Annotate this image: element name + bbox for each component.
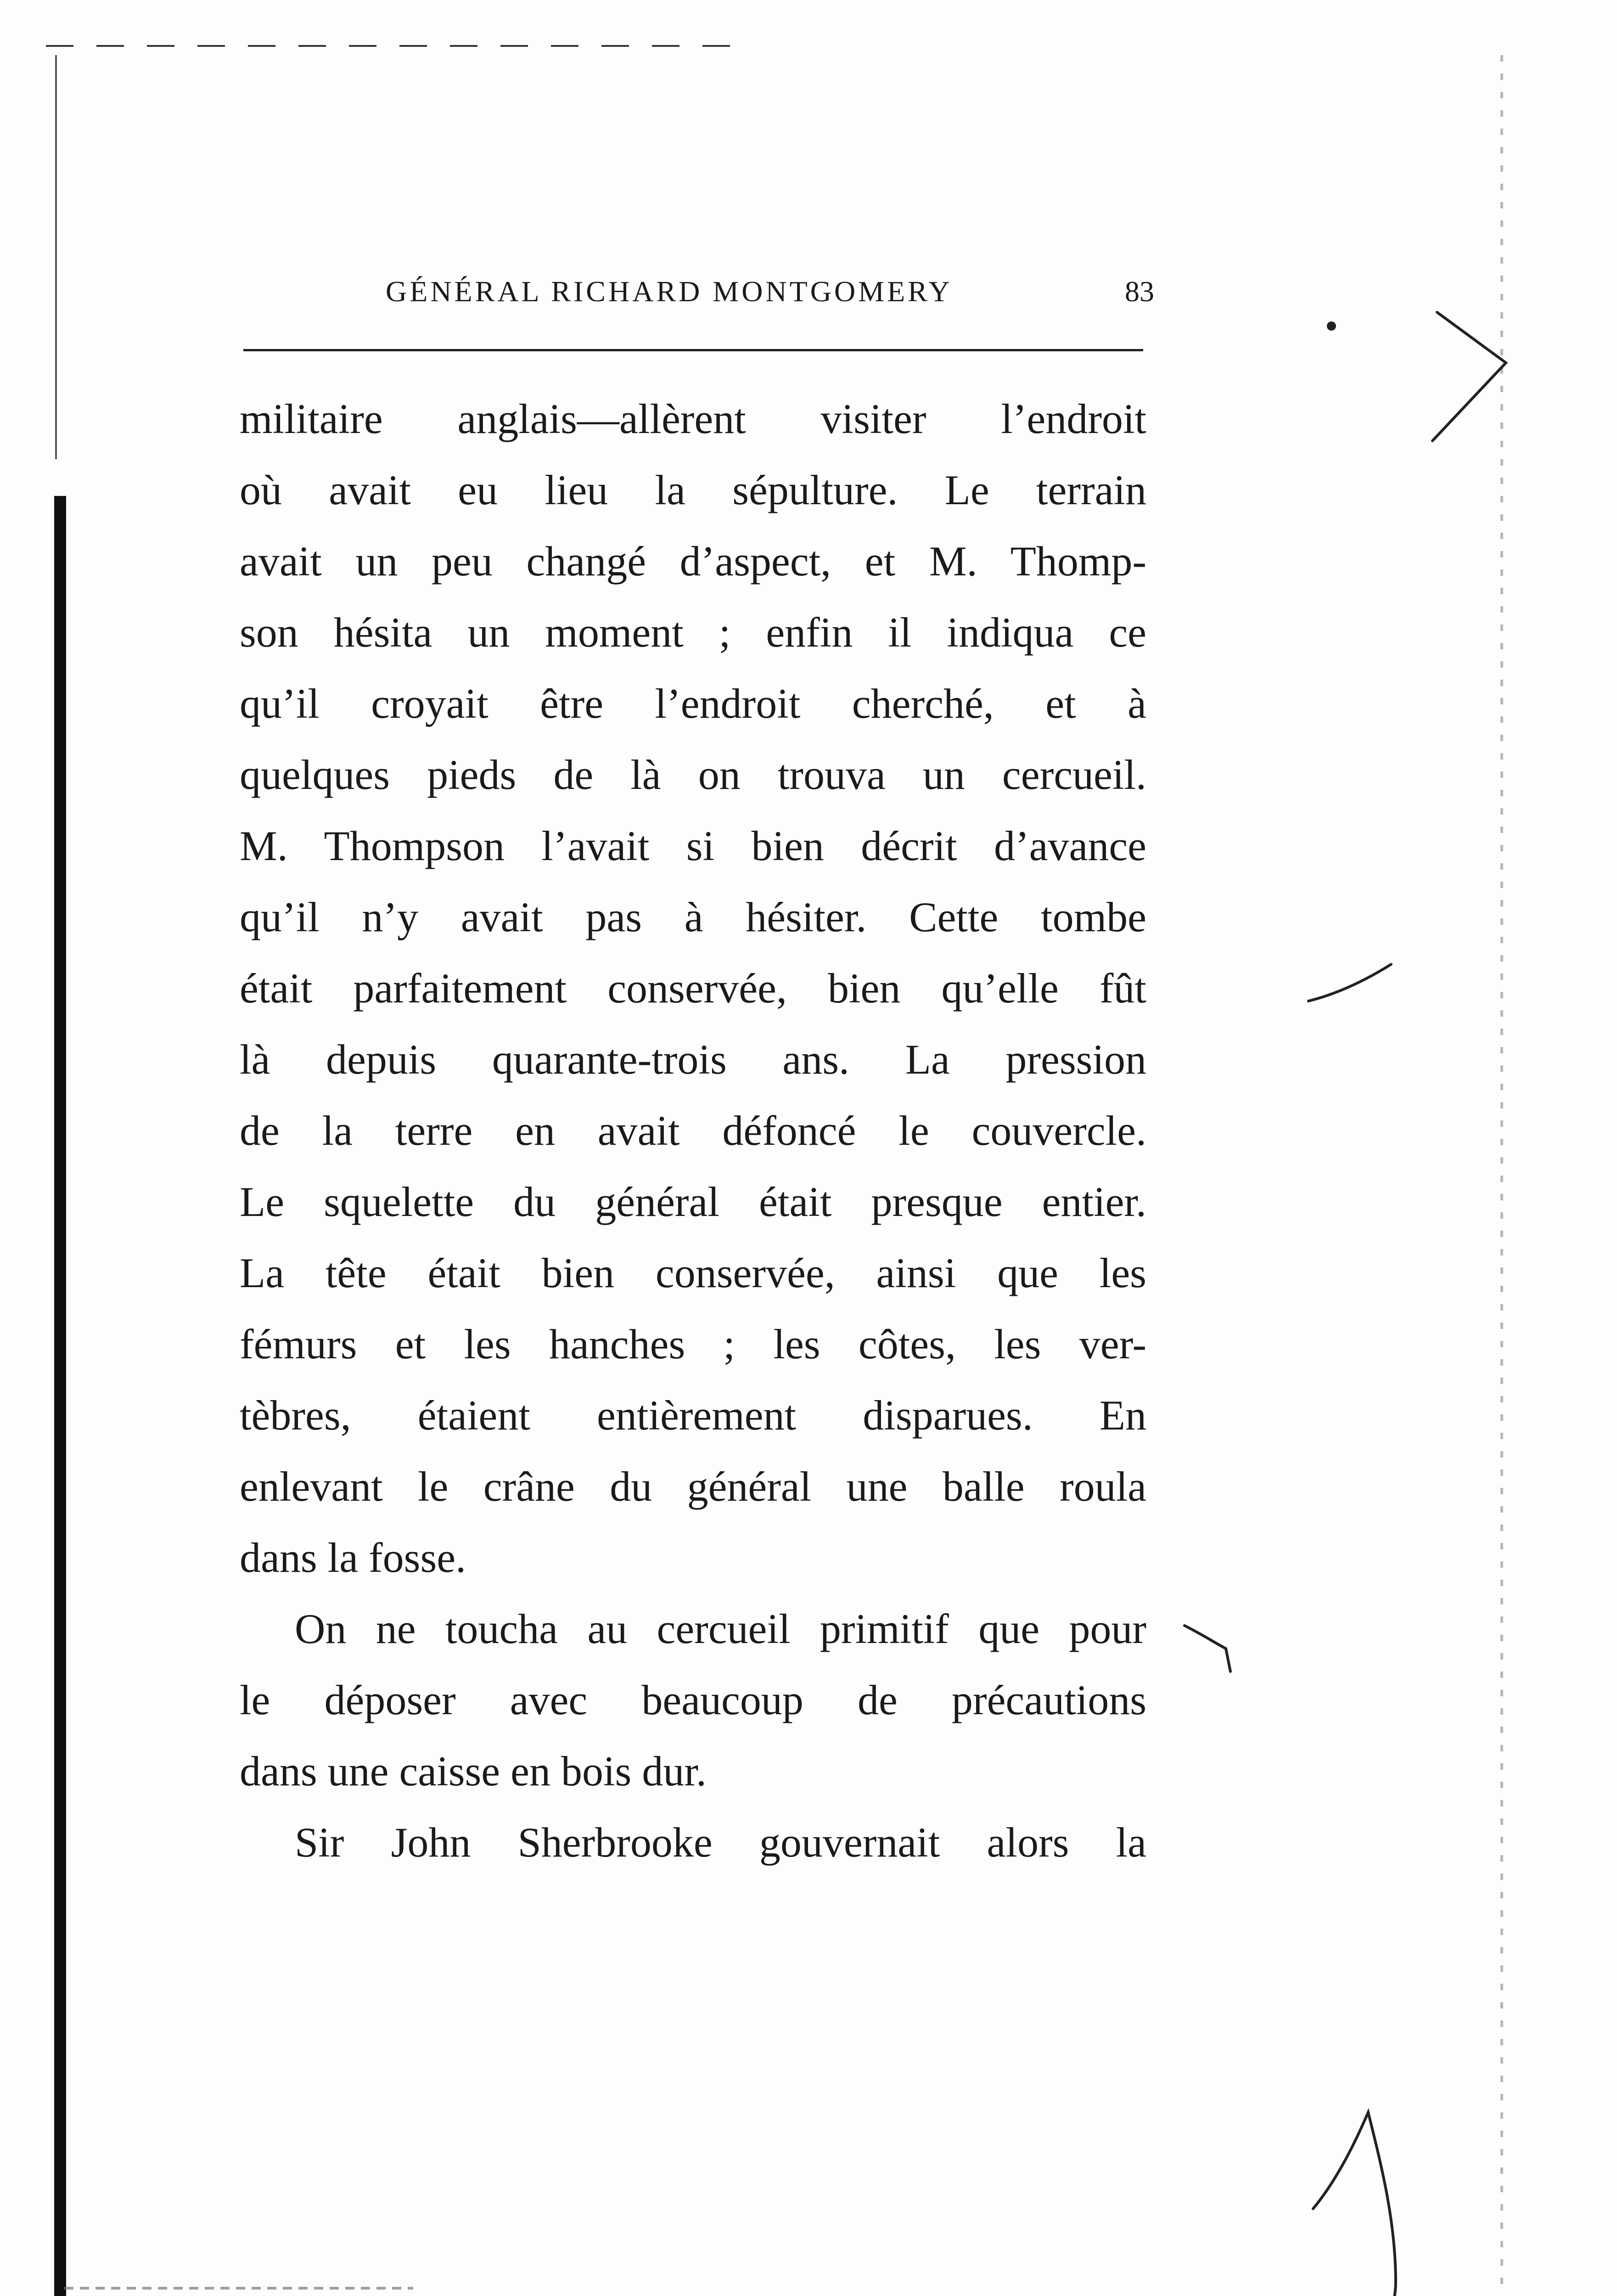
text-line: enlevant le crâne du général une balle roula bbox=[240, 1463, 1146, 1510]
text-line: qu’il croyait être l’endroit cherché, et à bbox=[240, 680, 1146, 727]
text-line: dans la fosse. bbox=[240, 1534, 466, 1581]
pencil-mark-lower-right bbox=[1180, 1616, 1263, 1685]
text-line: là depuis quarante-trois ans. La pression bbox=[240, 1036, 1146, 1083]
text-line: Sir John Sherbrooke gouvernait alors la bbox=[295, 1819, 1146, 1866]
text-line: qu’il n’y avait pas à hésiter. Cette tombe bbox=[240, 894, 1146, 940]
pencil-dot bbox=[1322, 317, 1341, 335]
running-title: GÉNÉRAL RICHARD MONTGOMERY bbox=[386, 275, 953, 308]
text-line: tèbres, étaient entièrement disparues. En bbox=[240, 1392, 1146, 1439]
pencil-mark-middle-right bbox=[1299, 946, 1409, 1019]
binding-edge-upper bbox=[55, 55, 57, 459]
text-line: quelques pieds de là on trouva un cercueil. bbox=[240, 751, 1146, 798]
page-number: 83 bbox=[1125, 275, 1154, 308]
text-line: où avait eu lieu la sépulture. Le terrain bbox=[240, 467, 1146, 513]
page-header bbox=[243, 266, 1162, 317]
text-line: le déposer avec beaucoup de précautions bbox=[240, 1677, 1146, 1723]
body-text bbox=[240, 383, 1146, 1878]
text-line: de la terre en avait défoncé le couvercle. bbox=[240, 1107, 1146, 1154]
text-line: son hésita un moment ; enfin il indiqua ce bbox=[240, 609, 1146, 656]
text-line: M. Thompson l’avait si bien décrit d’avance bbox=[240, 822, 1146, 869]
binding-edge bbox=[54, 496, 66, 2296]
pencil-mark-top-right bbox=[1423, 303, 1524, 450]
text-line: On ne toucha au cercueil primitif que pour bbox=[295, 1605, 1146, 1652]
scan-artifact-bottom bbox=[64, 2287, 413, 2290]
text-line: militaire anglais—allèrent visiter l’endroit bbox=[240, 395, 1146, 442]
text-line: La tête était bien conservée, ainsi que les bbox=[240, 1249, 1146, 1296]
text-line: fémurs et les hanches ; les côtes, les ver- bbox=[240, 1321, 1146, 1367]
header-rule bbox=[243, 349, 1143, 351]
pencil-mark-bottom-right bbox=[1304, 2103, 1423, 2296]
text-line: Le squelette du général était presque entier. bbox=[240, 1178, 1146, 1225]
text-line: avait un peu changé d’aspect, et M. Thomp- bbox=[240, 538, 1146, 585]
scan-artifact-top bbox=[46, 45, 735, 47]
text-line: dans une caisse en bois dur. bbox=[240, 1748, 707, 1795]
text-line: était parfaitement conservée, bien qu’elle fût bbox=[240, 965, 1146, 1012]
